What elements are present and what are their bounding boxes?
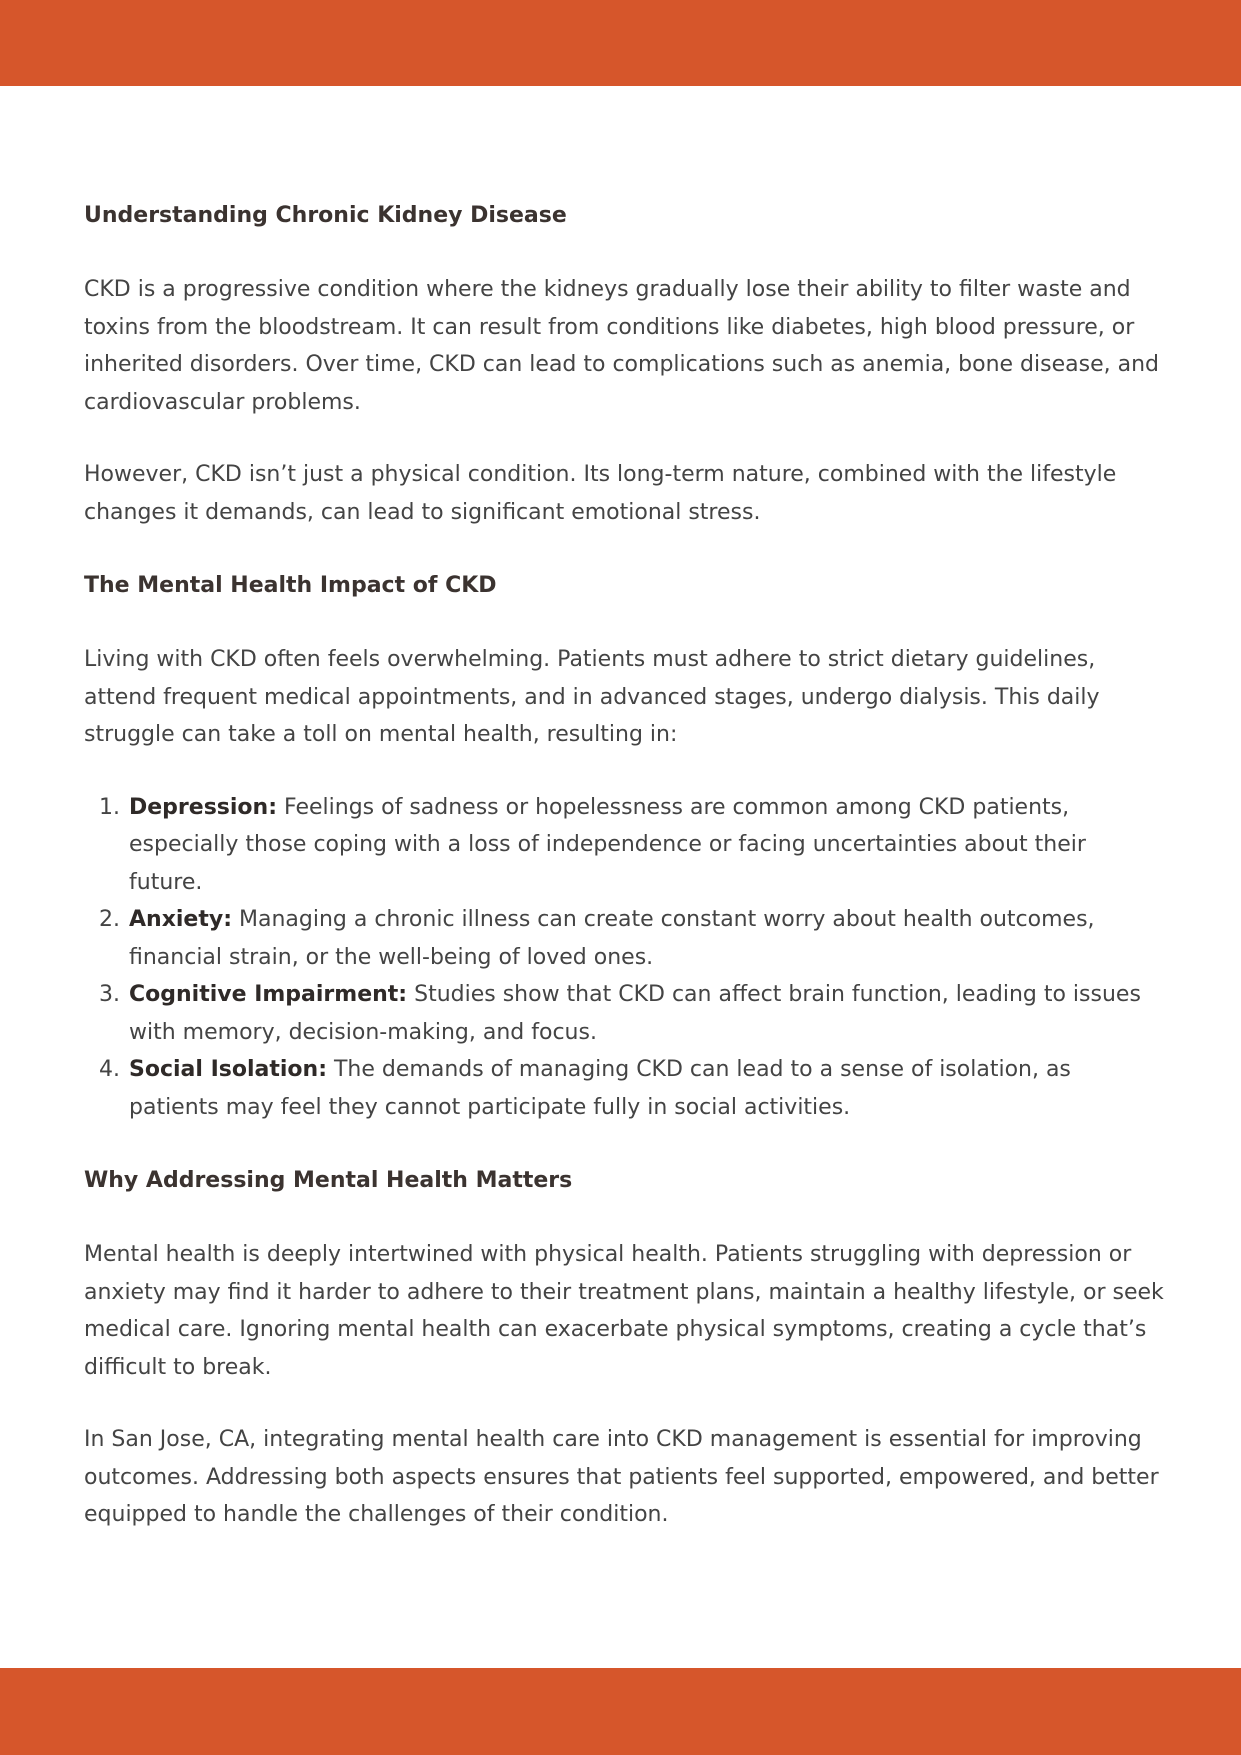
document-body bbox=[84, 196, 1164, 1534]
list-item-term: Social Isolation: bbox=[129, 1057, 327, 1082]
list-item-term: Anxiety: bbox=[129, 907, 232, 932]
header-band bbox=[0, 0, 1241, 86]
section-heading-why: Why Addressing Mental Health Matters bbox=[84, 1168, 573, 1193]
section-heading-impact: The Mental Health Impact of CKD bbox=[84, 573, 497, 598]
list-item-text: Managing a chronic illness can create constant worry about health outcomes, financial strain, or the well-being of loved ones. bbox=[129, 907, 1095, 970]
impact-list bbox=[84, 789, 1164, 1127]
section-heading-ckd: Understanding Chronic Kidney Disease bbox=[84, 203, 567, 228]
paragraph-why-intertwined: Mental health is deeply intertwined with physical health. Patients struggling with depression or anxiety may find it harder to adhere to their treatment plans, maintain a healthy lifestyle, or seek medical care. Ignoring mental health can exacerbate physical symptoms, creating a cycle that’s difficult to break. bbox=[84, 1242, 1164, 1380]
paragraph-impact-intro: Living with CKD often feels overwhelming. Patients must adhere to strict dietary guidelines, attend frequent medical appointments, and in advanced stages, undergo dialysis. This daily struggle can take a toll on mental health, resulting in: bbox=[84, 647, 1100, 747]
list-item-text: Studies show that CKD can affect brain function, leading to issues with memory, decision-making, and focus. bbox=[129, 982, 1141, 1045]
list-item-text: The demands of managing CKD can lead to a sense of isolation, as patients may feel they cannot participate fully in social activities. bbox=[129, 1057, 1071, 1120]
paragraph-why-san-jose: In San Jose, CA, integrating mental health care into CKD management is essential for improving outcomes. Addressing both aspects ensures that patients feel supported, empowered, and better equipped to handle the challenges of their condition. bbox=[84, 1427, 1159, 1527]
list-item-text: Feelings of sadness or hopelessness are common among CKD patients, especially those coping with a loss of independence or facing uncertainties about their future. bbox=[129, 794, 1086, 895]
paragraph-ckd-emotional: However, CKD isn’t just a physical condition. Its long-term nature, combined with the lifestyle changes it demands, can lead to significant emotional stress. bbox=[84, 462, 1117, 525]
list-item bbox=[127, 1051, 1164, 1126]
list-item bbox=[127, 789, 1164, 902]
list-item-term: Cognitive Impairment: bbox=[129, 982, 408, 1007]
list-item-term: Depression: bbox=[129, 794, 278, 820]
footer-band bbox=[0, 1668, 1241, 1755]
list-item bbox=[127, 976, 1164, 1051]
paragraph-ckd-definition: CKD is a progressive condition where the kidneys gradually lose their ability to filter waste and toxins from the bloodstream. It can result from conditions like diabetes, high blood pressure, or inherited disorders. Over time, CKD can lead to complications such as anemia, bone disease, and cardiovascular problems. bbox=[84, 277, 1159, 415]
list-item bbox=[127, 901, 1164, 976]
